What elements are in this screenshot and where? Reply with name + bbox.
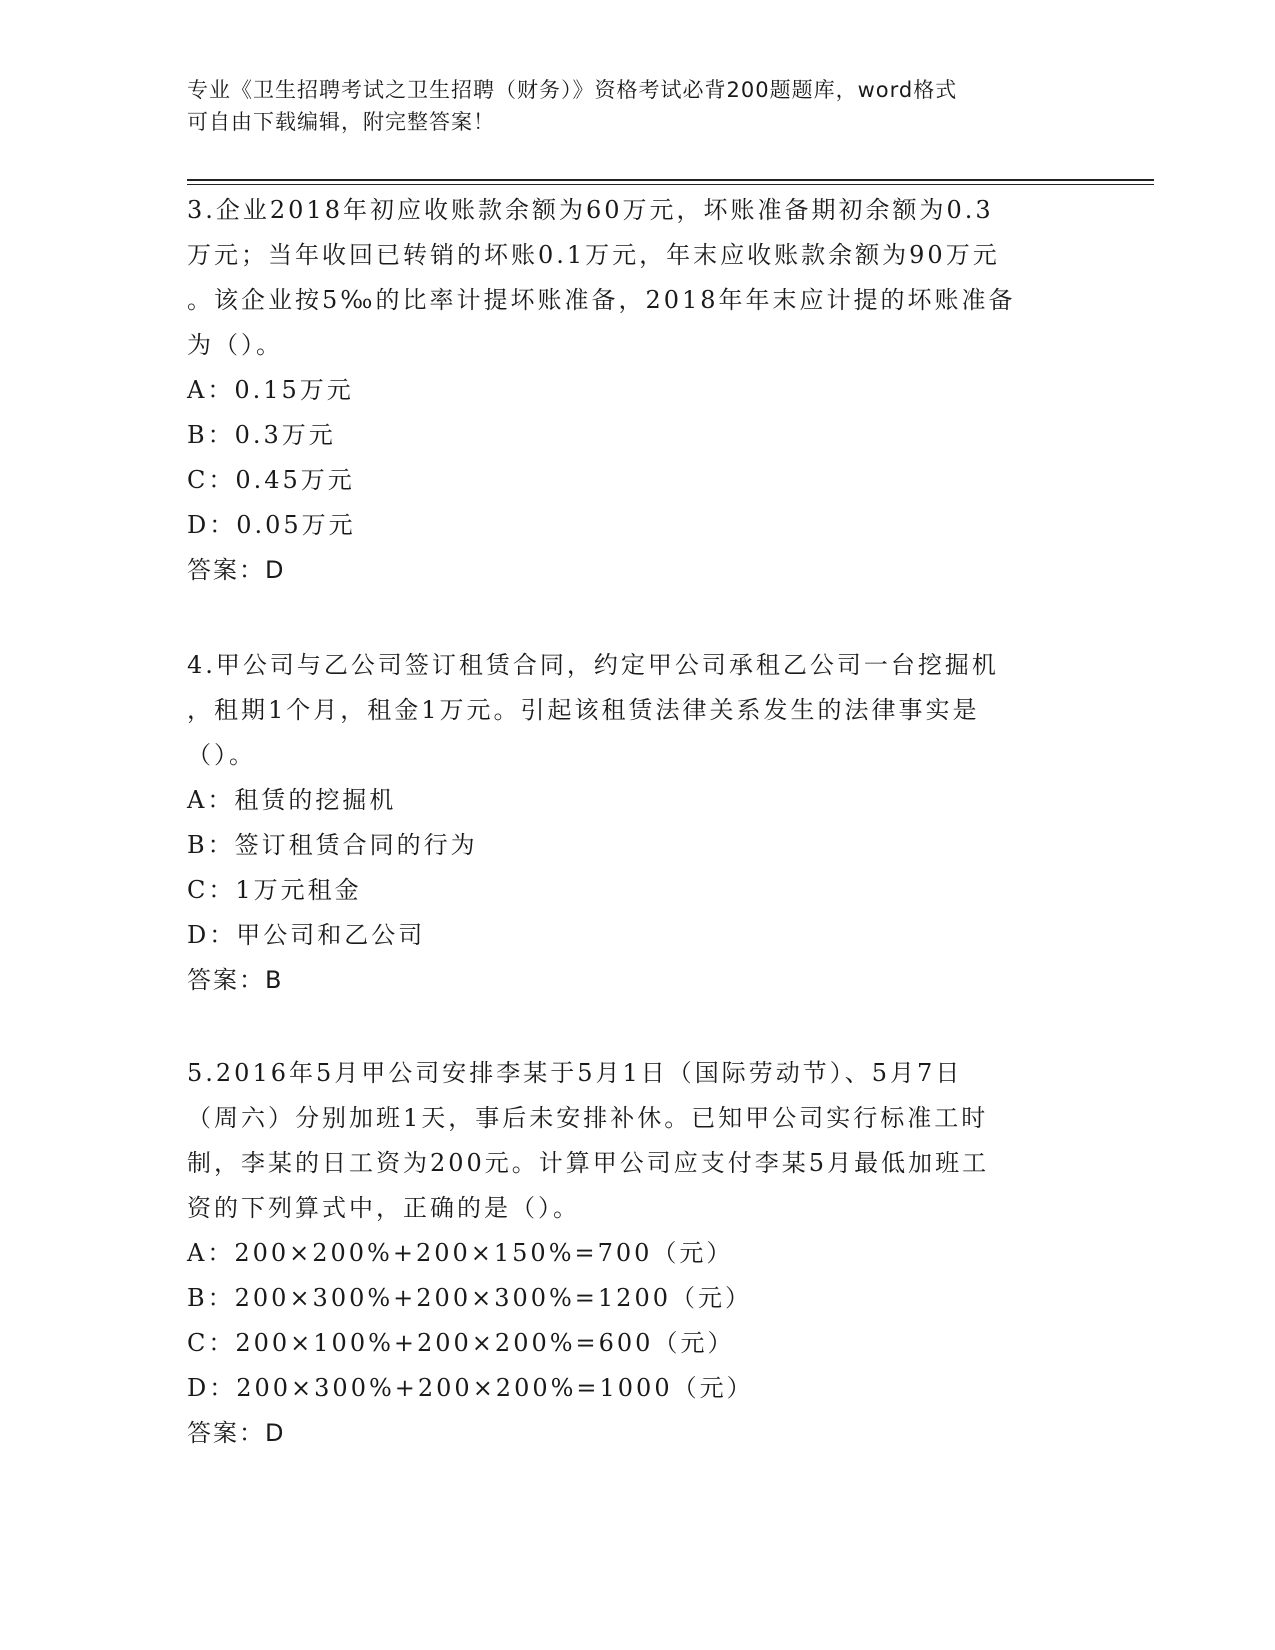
question-stem-line: ，租期1个月，租金1万元。引起该租赁法律关系发生的法律事实是 (187, 696, 980, 724)
question-5 (187, 1051, 1087, 1456)
option-b: B：签订租赁合同的行为 (187, 831, 478, 859)
question-stem-line: 万元；当年收回已转销的坏账0.1万元，年末应收账款余额为90万元 (187, 241, 1000, 269)
question-stem-line: 制，李某的日工资为200元。计算甲公司应支付李某5月最低加班工 (187, 1149, 990, 1177)
question-stem-line: （周六）分别加班1天，事后未安排补休。已知甲公司实行标准工时 (187, 1104, 989, 1132)
header-line-2: 可自由下载编辑，附完整答案！ (187, 110, 495, 134)
header-divider (187, 179, 1154, 185)
option-d: D：甲公司和乙公司 (187, 921, 426, 949)
question-stem-line: 为（）。 (187, 331, 283, 359)
question-stem-line: 4.甲公司与乙公司签订租赁合同，约定甲公司承租乙公司一台挖掘机 (187, 651, 999, 679)
option-d: D：200×300%+200×200%=1000（元） (187, 1374, 754, 1402)
question-4 (187, 643, 1087, 1003)
answer-line: 答案：D (187, 556, 286, 584)
answer-line: 答案：D (187, 1419, 286, 1447)
option-c: C：0.45万元 (187, 466, 355, 494)
question-stem-line: （）。 (187, 741, 256, 769)
option-a: A：0.15万元 (187, 376, 354, 404)
option-b: B：0.3万元 (187, 421, 336, 449)
option-b: B：200×300%+200×300%=1200（元） (187, 1284, 752, 1312)
header-line-1: 专业《卫生招聘考试之卫生招聘（财务）》资格考试必背200题题库，word格式 (187, 78, 958, 102)
question-3 (187, 188, 1087, 593)
question-stem-line: 。该企业按5‰的比率计提坏账准备，2018年年末应计提的坏账准备 (187, 286, 1016, 314)
question-stem-line: 3.企业2018年初应收账款余额为60万元，坏账准备期初余额为0.3 (187, 196, 994, 224)
option-c: C：1万元租金 (187, 876, 362, 904)
question-stem-line: 5.2016年5月甲公司安排李某于5月1日（国际劳动节）、5月7日 (187, 1059, 963, 1087)
option-c: C：200×100%+200×200%=600（元） (187, 1329, 735, 1357)
question-stem-line: 资的下列算式中，正确的是（）。 (187, 1194, 580, 1222)
answer-line: 答案：B (187, 966, 284, 994)
option-a: A：租赁的挖掘机 (187, 786, 397, 814)
document-header (187, 74, 1087, 138)
option-d: D：0.05万元 (187, 511, 356, 539)
option-a: A：200×200%+200×150%=700（元） (187, 1239, 734, 1267)
